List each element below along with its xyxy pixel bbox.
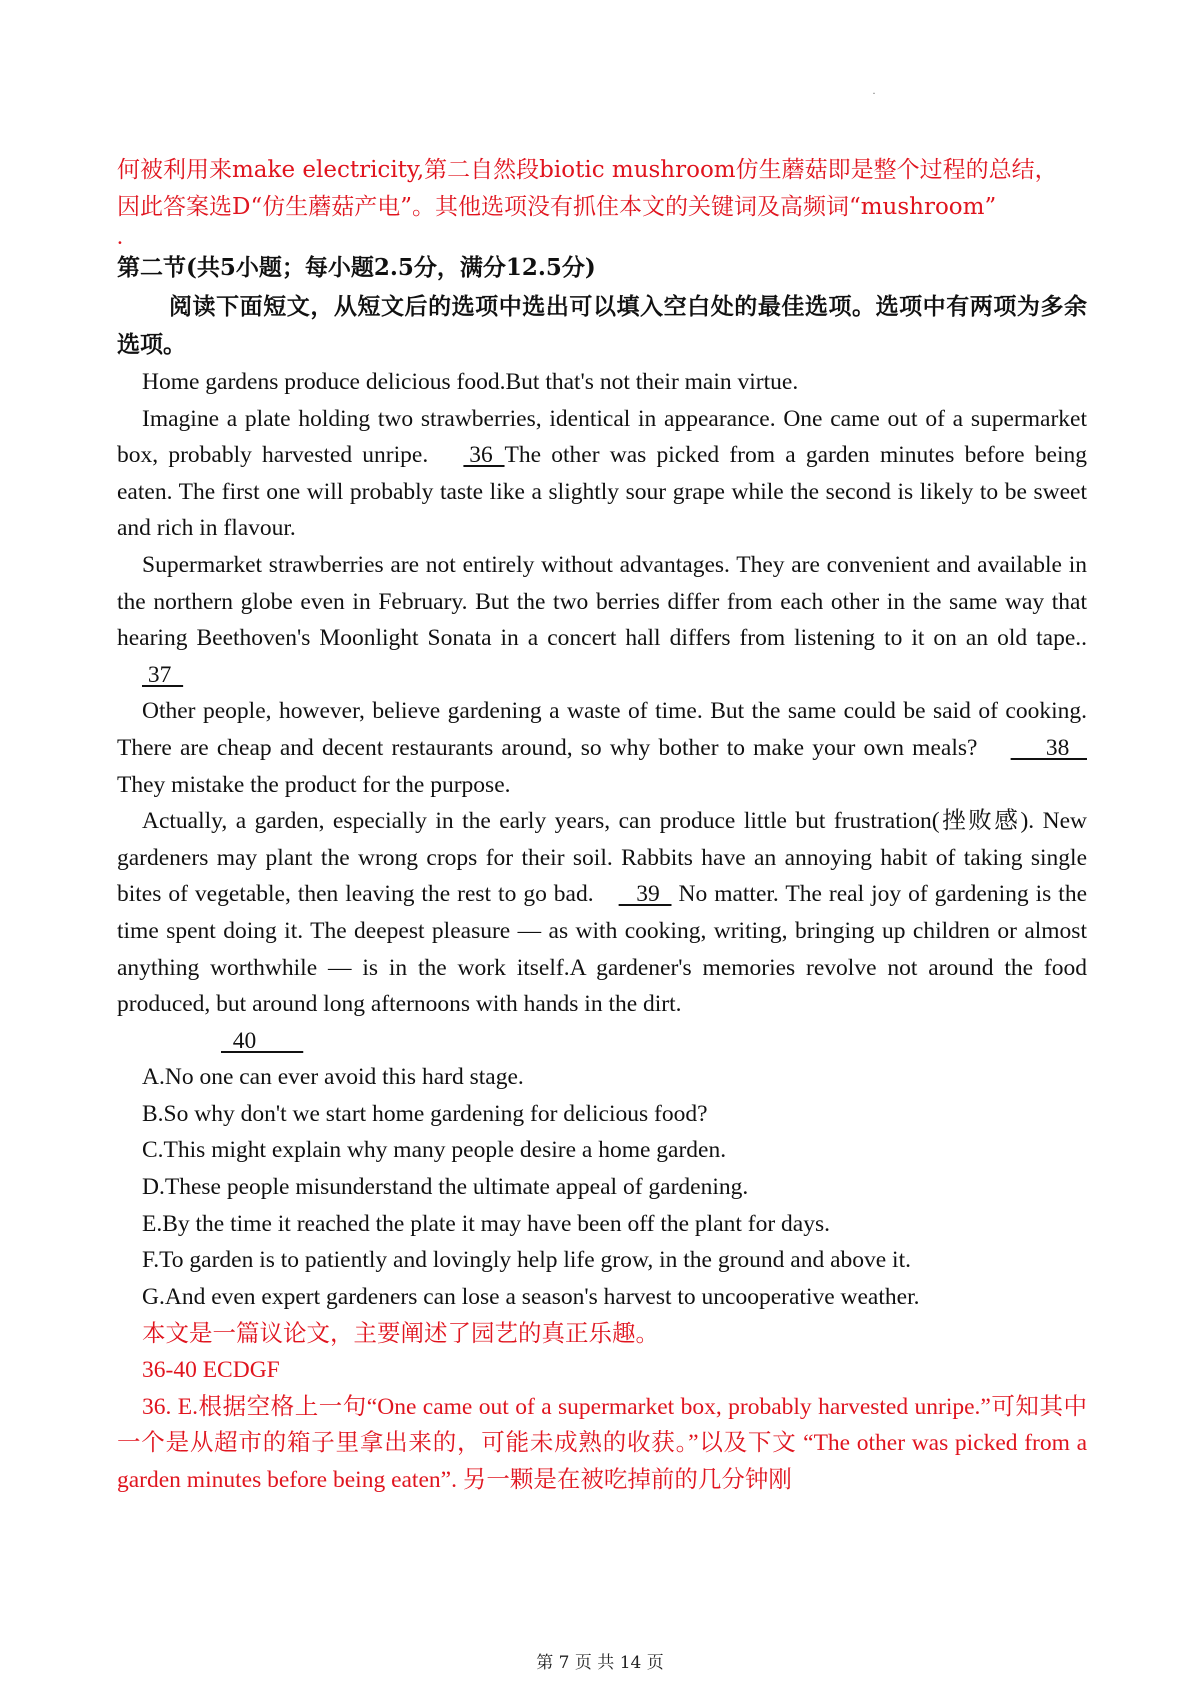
answer-explanation-36: 36. E.根据空格上一句“One came out of a supermarket box, probably harvested unripe.”可知其中一个是从超市的箱子里拿出来的，可能未成熟的收获。”以及下文 “The other was picked from a garden minutes before being eaten”. 另一颗是在被吃掉前的几分钟刚 (117, 1393, 1087, 1493)
passage-text: They mistake the product for the purpose. (117, 771, 511, 798)
option-b: B.So why don't we start home gardening for delicious food? (142, 1100, 708, 1127)
blank-40: 40 (221, 1027, 304, 1054)
option-a: A.No one can ever avoid this hard stage. (142, 1064, 524, 1091)
section-title: 第二节(共5小题；每小题2.5分，满分12.5分) (117, 254, 596, 281)
passage-paragraph-2 (117, 401, 1087, 547)
blank-39: 39 (618, 881, 672, 908)
passage-paragraph-1: Home gardens produce delicious food.But that's not their main virtue. (142, 369, 799, 395)
passage-paragraph-5 (117, 803, 1087, 1023)
section-instruction: 阅读下面短文，从短文后的选项中选出可以填入空白处的最佳选项。选项中有两项为多余选项。 (117, 293, 1087, 358)
analysis-line-3: . (117, 224, 123, 250)
option-e: E.By the time it reached the plate it may have been off the plant for days. (142, 1210, 831, 1237)
passage-text: Supermarket strawberries are not entirely without advantages. They are convenient and available in the northern globe even in February. But the two berries differ from each other in the same way that hearing Beethoven's Moonlight Sonata in a concert hall differs from listening to it on an old tape.. (117, 551, 1087, 652)
page-content (117, 152, 1087, 1498)
passage-text: No matter. The real joy of gardening is the time spent doing it. The deepest pleasure — as with cooking, writing, bringing up children or almost anything worthwhile — is in the work itself.A gardener's memories revolve not around the food produced, but around long afternoons with hands in the dirt. (117, 881, 1088, 1018)
blank-37: 37 (142, 661, 184, 688)
answer-summary: 本文是一篇议论文，主要阐述了园艺的真正乐趣。 (142, 1319, 659, 1348)
passage-paragraph-3 (117, 547, 1087, 693)
option-f: F.To garden is to patiently and lovingly help life grow, in the ground and above it. (142, 1247, 911, 1274)
passage-paragraph-4 (117, 693, 1087, 803)
passage-text: Imagine a plate holding two strawberries, identical in appearance. One came out of a supermarket box, probably harvested unripe. (117, 405, 1087, 469)
analysis-line-1: 何被利用来make electricity,第二自然段biotic mushroom仿生蘑菇即是整个过程的总结， (117, 157, 1058, 183)
top-dot: · (872, 86, 876, 100)
answer-key: 36-40 ECDGF (142, 1357, 280, 1384)
blank-38: 38 (1010, 734, 1087, 761)
option-c: C.This might explain why many people desire a home garden. (142, 1137, 727, 1164)
passage-paragraph-6 (117, 1023, 1087, 1060)
analysis-line-2: 因此答案选D“仿生蘑菇产电”。其他选项没有抓住本文的关键词及高频词“mushroom” (117, 194, 997, 220)
passage-text: Other people, however, believe gardening a waste of time. But the same could be said of cooking. There are cheap and decent restaurants around, so why bother to make your own meals? (117, 698, 1087, 761)
page-footer: 第 7 页 共 14 页 (536, 1653, 664, 1673)
passage-text: Actually, a garden, especially in the early years, can produce little but frustration(挫败感). New gardeners may plant the wrong crops for their soil. Rabbits have an annoying habit of taking single bites of vegetable, then leaving the rest to go bad. (117, 808, 1087, 908)
passage-text: The other was picked from a garden minutes before being eaten. The first one will probably taste like a slightly sour grape while the second is likely to be sweet and rich in flavour. (117, 442, 1087, 542)
option-g: G.And even expert gardeners can lose a season's harvest to uncooperative weather. (142, 1283, 920, 1310)
blank-36: 36 (463, 442, 505, 469)
option-d: D.These people misunderstand the ultimate appeal of gardening. (142, 1174, 749, 1201)
options-list (117, 1059, 1087, 1315)
